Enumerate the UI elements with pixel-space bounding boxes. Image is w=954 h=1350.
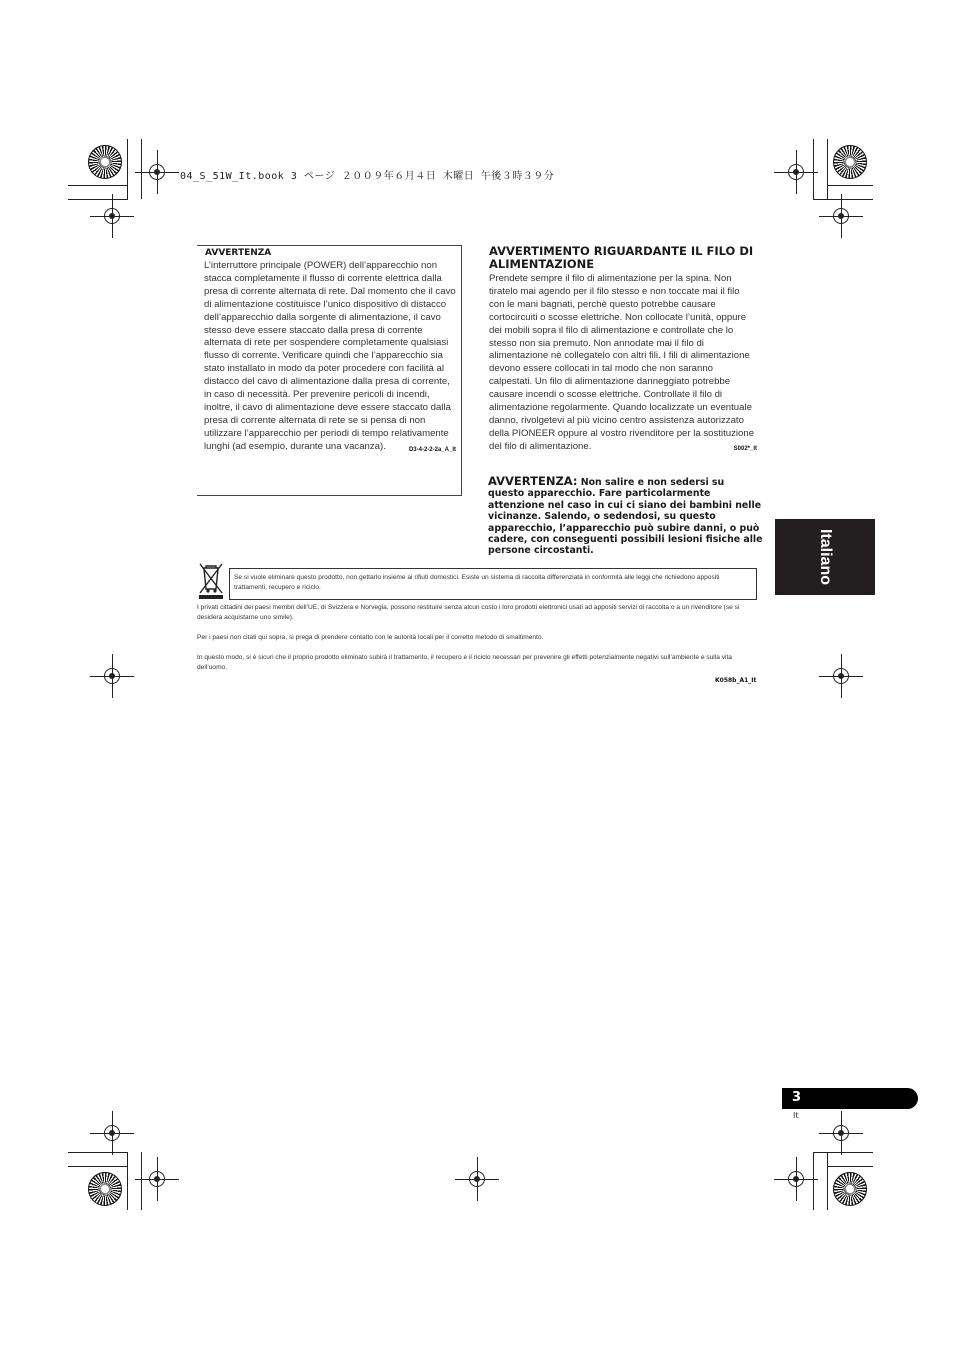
page-number: 3	[792, 1090, 802, 1105]
warning-box-title: AVVERTENZA	[205, 248, 272, 258]
print-header: 04_S_51W_It.book 3 ページ ２００９年６月４日 木曜日 午後３時３９分	[180, 171, 555, 182]
language-abbreviation: It	[793, 1111, 799, 1120]
power-cord-body	[489, 273, 757, 456]
sit-warning-text: Non salire e non sedersi su questo apparecchio. Fare particolarmente attenzione nel caso in cui ci siano dei bambini nelle vicinanze. Salendo, o sedendosi, su questo apparecchio, l’apparecchio può subire danni, o può cadere, con conseguenti possibili lesioni fisiche alle persone circostanti.	[488, 477, 763, 557]
warning-box-text: L’interruttore principale (POWER) dell’apparecchio non stacca completamente il flusso di corrente elettrica dalla presa di corrente alternata di rete. Dal momento che il cavo di alimentazione costituisce l’unico dispositivo di distacco dell’apparecchio dalla sorgente di alimentazione, il cavo stesso deve essere staccato dalla presa di corrente alternata di rete per sospendere completamente qualsiasi flusso di corrente. Verificare quindi che l’apparecchio sia stato installato in modo da poter procedere con facilità al distacco del cavo di alimentazione dalla presa di corrente, in caso di necessità. Per prevenire pericoli di incendi, inoltre, il cavo di alimentazione deve essere staccato dalla presa di corrente alternata di rete se si pensa di non utilizzare l’apparecchio per periodi di tempo relativamente lunghi (ad esempio, durante una vacanza).	[204, 260, 456, 452]
sit-warning	[488, 476, 763, 557]
color-star-mark-icon	[88, 145, 122, 179]
disposal-para-2: Per i paesi non citati qui sopra, si prega di prendere contatto con le autorità locali per il corretto metodo di smaltimento.	[197, 634, 544, 641]
disposal-para-1: I privati cittadini dei paesi membri dell’UE, di Svizzera e Norvegia, possono restituire senza alcun costo i loro prodotti elettronici usati ad appositi servizi di raccolta o a un rivenditore (se si desidera acquistarne uno simile).	[197, 604, 740, 621]
color-star-mark-icon	[833, 145, 867, 179]
warning-box-code: D3-4-2-2-2a_A_It	[408, 446, 456, 453]
disposal-boxed-text: Se si vuole eliminare questo prodotto, non gettarlo insieme ai rifiuti domestici. Esiste un sistema di raccolta differenziata in conformità alle leggi che richiedono appositi trattamenti, recupero e riciclo.	[234, 574, 720, 591]
page-number-badge	[782, 1088, 918, 1109]
crossed-bin-icon	[196, 560, 226, 600]
power-cord-code: S002*_It	[733, 445, 757, 452]
disposal-code: K058b_A1_It	[715, 677, 757, 684]
color-star-mark-icon	[88, 1172, 122, 1206]
color-star-mark-icon	[833, 1172, 867, 1206]
warning-box-body	[204, 260, 456, 457]
sit-warning-lead: AVVERTENZA:	[488, 474, 578, 488]
language-tab-label: Italiano	[816, 528, 834, 586]
language-tab	[775, 519, 875, 595]
power-cord-text: Prendete sempre il filo di alimentazione per la spina. Non tiratelo mai agendo per il filo stesso e non toccate mai il filo con le mani bagnati, perchè questo potrebbe causare cortocircuiti o scosse elettriche. Non collocate l’unità, oppure dei mobili sopra il filo di alimentazione e controllate che lo stesso non sia premuto. Non annodate mai il filo di alimentazione nè collegatelo con altri fili. I fili di alimentazione devono essere collocati in tal modo che non saranno calpestati. Un filo di alimentazione danneggiato potrebbe causare incendi o scosse elettriche. Controllate il filo di alimentazione regolarmente. Quando localizzate un eventuale danno, rivolgetevi al più vicino centro assistenza autorizzato della PIONEER oppure al vostro rivenditore per la sostituzione del filo di alimentazione.	[489, 273, 755, 452]
power-cord-title: AVVERTIMENTO RIGUARDANTE IL FILO DI ALIMENTAZIONE	[489, 244, 754, 271]
disposal-para-3: In questo modo, si è sicuri che il proprio prodotto eliminato subirà il trattamento, il recupero e il riciclo necessari per prevenire gli effetti potenzialmente negativi sull’ambiente e sulla vita dell’uomo.	[197, 654, 732, 671]
